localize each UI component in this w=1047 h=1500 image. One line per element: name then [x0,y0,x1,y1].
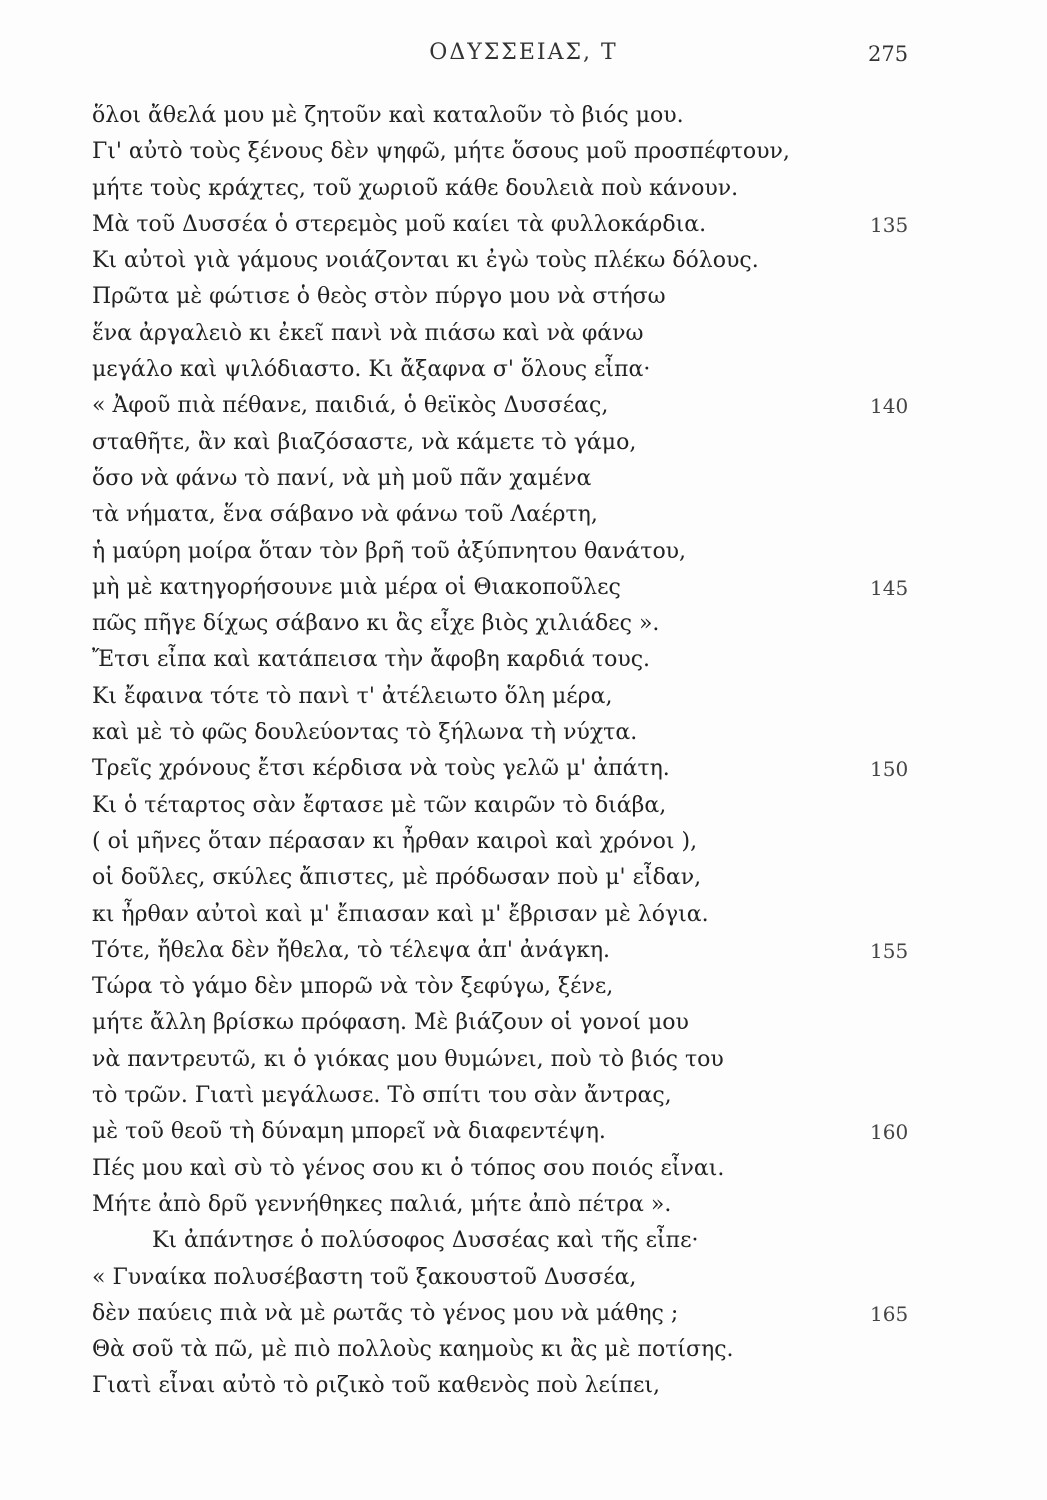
verse-text: Μήτε ἀπὸ δρῦ γεννήθηκες παλιά, μήτε ἀπὸ πέτρα ». [92,1191,672,1217]
verse-block [92,98,909,1405]
verse-text: καὶ μὲ τὸ φῶς δουλεύοντας τὸ ξήλωνα τὴ νύχτα. [92,720,638,746]
line-number: 145 [870,575,909,600]
verse-text: Κι ἀπάντησε ὁ πολύσοφος Δυσσέας καὶ τῆς εἶπε· [152,1228,699,1254]
running-title: ΟΔΥΣΣΕΙΑΣ, Τ [429,40,618,65]
verse-line [92,1005,852,1041]
verse-text: Μὰ τοῦ Δυσσέα ὁ στερεμὸς μοῦ καίει τὰ φυλλοκάρδια. [92,211,707,237]
verse-text: « Ἀφοῦ πιὰ πέθανε, παιδιά, ὁ θεϊκὸς Δυσσέας, [92,393,609,419]
verse-line [92,897,852,933]
verse-line [92,425,852,461]
verse-line [92,1260,852,1296]
verse-line [92,1114,909,1150]
verse-text: ἡ μαύρη μοίρα ὅταν τὸν βρῆ τοῦ ἀξύπνητου θανάτου, [92,538,687,564]
verse-text: μεγάλο καὶ ψιλόδιαστο. Κι ἄξαφνα σ' ὅλους εἶπα· [92,357,651,383]
line-number: 140 [870,394,909,419]
verse-line [92,1151,852,1187]
verse-text: τὸ τρῶν. Γιατὶ μεγάλωσε. Τὸ σπίτι του σὰν ἄντρας, [92,1083,672,1109]
verse-text: μὲ τοῦ θεοῦ τὴ δύναμη μπορεῖ νὰ διαφεντέψη. [92,1119,606,1145]
line-number: 150 [870,757,909,782]
verse-text: Τότε, ἤθελα δὲν ἤθελα, τὸ τέλεψα ἀπ' ἀνάγκη. [92,937,611,963]
verse-line [92,933,909,969]
verse-line [92,134,852,170]
verse-line [92,1078,852,1114]
verse-text: Ἔτσι εἶπα καὶ κατάπεισα τὴν ἄφοβη καρδιά τους. [92,647,651,673]
verse-text: τὰ νήματα, ἕνα σάβανο νὰ φάνω τοῦ Λαέρτη, [92,502,598,528]
line-number: 165 [870,1301,909,1326]
line-number: 160 [870,1120,909,1145]
verse-text: Πές μου καὶ σὺ τὸ γένος σου κι ὁ τόπος σου ποιός εἶναι. [92,1155,725,1181]
verse-text: Κι ἔφαινα τότε τὸ πανὶ τ' ἀτέλειωτο ὅλη μέρα, [92,683,613,709]
verse-line [92,860,852,896]
verse-line [92,715,852,751]
verse-text: Τώρα τὸ γάμο δὲν μπορῶ νὰ τὸν ξεφύγω, ξένε, [92,974,614,1000]
verse-line [92,969,852,1005]
verse-text: Πρῶτα μὲ φώτισε ὁ θεὸς στὸν πύργο μου νὰ στήσω [92,284,666,310]
verse-text: σταθῆτε, ἂν καὶ βιαζόσαστε, νὰ κάμετε τὸ γάμο, [92,429,637,455]
verse-text: δὲν παύεις πιὰ νὰ μὲ ρωτᾶς τὸ γένος μου νὰ μάθης ; [92,1300,679,1326]
verse-text: Γιατὶ εἶναι αὐτὸ τὸ ριζικὸ τοῦ καθενὸς ποὺ λείπει, [92,1373,661,1399]
verse-text: πῶς πῆγε δίχως σάβανο κι ἂς εἶχε βιὸς χιλιάδες ». [92,611,660,637]
verse-line [92,570,909,606]
verse-line [92,98,852,134]
verse-line [92,642,852,678]
line-number: 135 [870,212,909,237]
verse-text: ὅλοι ἄθελά μου μὲ ζητοῦν καὶ καταλοῦν τὸ βιός μου. [92,103,684,128]
verse-text: ( οἱ μῆνες ὅταν πέρασαν κι ἦρθαν καιροὶ καὶ χρόνοι ), [92,828,698,854]
verse-line [92,534,852,570]
verse-text: Κι αὐτοὶ γιὰ γάμους νοιάζονται κι ἐγὼ τοὺς πλέκω δόλους. [92,248,759,274]
verse-line [92,243,852,279]
verse-line [92,606,852,642]
verse-text: νὰ παντρευτῶ, κι ὁ γιόκας μου θυμώνει, ποὺ τὸ βιός του [92,1046,724,1072]
verse-text: ὅσο νὰ φάνω τὸ πανί, νὰ μὴ μοῦ πᾶν χαμένα [92,465,592,491]
verse-line [92,1042,852,1078]
verse-line [92,316,852,352]
verse-line [92,679,852,715]
verse-line [92,461,852,497]
verse-text: « Γυναίκα πολυσέβαστη τοῦ ξακουστοῦ Δυσσέα, [92,1264,637,1290]
verse-line [92,1368,852,1404]
verse-line [92,1223,852,1259]
verse-text: μήτε ἄλλη βρίσκω πρόφαση. Μὲ βιάζουν οἱ γονοί μου [92,1010,689,1036]
verse-line [92,279,852,315]
verse-line [92,1332,852,1368]
verse-line [92,497,852,533]
verse-text: Τρεῖς χρόνους ἔτσι κέρδισα νὰ τοὺς γελῶ μ' ἀπάτη. [92,756,670,782]
page-number: 275 [868,42,909,66]
verse-text: οἱ δοῦλες, σκύλες ἄπιστες, μὲ πρόδωσαν ποὺ μ' εἶδαν, [92,865,702,891]
verse-line [92,751,909,787]
verse-line [92,1296,909,1332]
verse-text: Γι' αὐτὸ τοὺς ξένους δὲν ψηφῶ, μήτε ὅσους μοῦ προσπέφτουν, [92,139,790,165]
verse-text: μὴ μὲ κατηγορήσουνε μιὰ μέρα οἱ Θιακοποῦλες [92,574,621,600]
verse-line [92,388,909,424]
verse-line [92,1187,852,1223]
verse-line [92,788,852,824]
verse-line [92,352,852,388]
verse-text: Θὰ σοῦ τὰ πῶ, μὲ πιὸ πολλοὺς καημοὺς κι ἂς μὲ ποτίσης. [92,1337,734,1363]
verse-text: μήτε τοὺς κράχτες, τοῦ χωριοῦ κάθε δουλειὰ ποὺ κάνουν. [92,175,739,201]
verse-text: κι ἦρθαν αὐτοὶ καὶ μ' ἔπιασαν καὶ μ' ἔβρισαν μὲ λόγια. [92,901,709,927]
verse-line [92,824,852,860]
verse-line [92,207,909,243]
verse-line [92,171,852,207]
verse-text: Κι ὁ τέταρτος σὰν ἔφτασε μὲ τῶν καιρῶν τὸ διάβα, [92,792,667,818]
line-number: 155 [870,938,909,963]
verse-text: ἕνα ἀργαλειὸ κι ἐκεῖ πανὶ νὰ πιάσω καὶ νὰ φάνω [92,320,644,346]
